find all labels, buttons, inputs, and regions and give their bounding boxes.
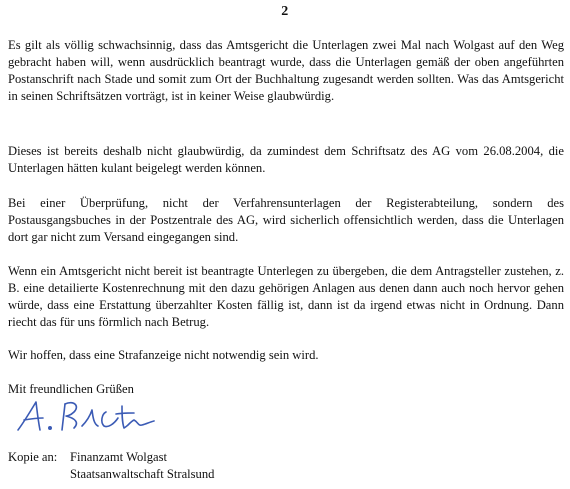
paragraph-fraud: Wenn ein Amtsgericht nicht bereit ist beantragte Unterlegen zu übergeben, die dem Antragsteller zustehen, z. B. eine detailierte Kostenrechnung mit den dazu gehörigen Anlagen aus denen dann auch noch hervor gehen würde, dass eine Erstattung überzahlter Kosten fällig ist, dann ist da irgend etwas nicht in Ordnung. Dann riecht das für uns förmlich nach Betrug. [8, 264, 564, 329]
copy-recipient: Staatsanwaltschaft Stralsund [70, 467, 215, 481]
paragraph-complaint: Es gilt als völlig schwachsinnig, dass das Amtsgericht die Unterlagen zwei Mal nach Wolgast auf den Weg gebracht haben will, wenn ausdrücklich beantragt wurde, dass die Unterlagen gemäß der oben angeführten Postanschrift nach Stade und somit zum Ort der Buchhaltung zugesandt werden sollten. Was das Amtsgericht in seinen Schriftsätzen vorträgt, ist in keiner Weise glaubwürdig. [8, 38, 564, 103]
paragraph-hope: Wir hoffen, dass eine Strafanzeige nicht notwendig sein wird. [8, 348, 319, 362]
paragraph-credibility: Dieses ist bereits deshalb nicht glaubwürdig, da zumindest dem Schriftsatz des AG vom 26.08.2004, die Unterlagen hätten kulant beigelegt werden können. [8, 144, 564, 175]
page-number: 2 [281, 4, 289, 19]
closing-greeting: Mit freundlichen Grüßen [8, 382, 134, 396]
copy-recipients [8, 449, 214, 483]
copy-label: Kopie an: [8, 450, 58, 464]
paragraph-review: Bei einer Überprüfung, nicht der Verfahrensunterlagen der Registerabteilung, sondern des Postausgangsbuches in der Postzentrale des AG, wird sicherlich offensichtlich werden, dass die Unterlagen dort gar nicht zum Versand eingegangen sind. [8, 196, 564, 244]
handwritten-signature [10, 392, 175, 442]
copy-recipient: Finanzamt Wolgast [70, 450, 168, 464]
